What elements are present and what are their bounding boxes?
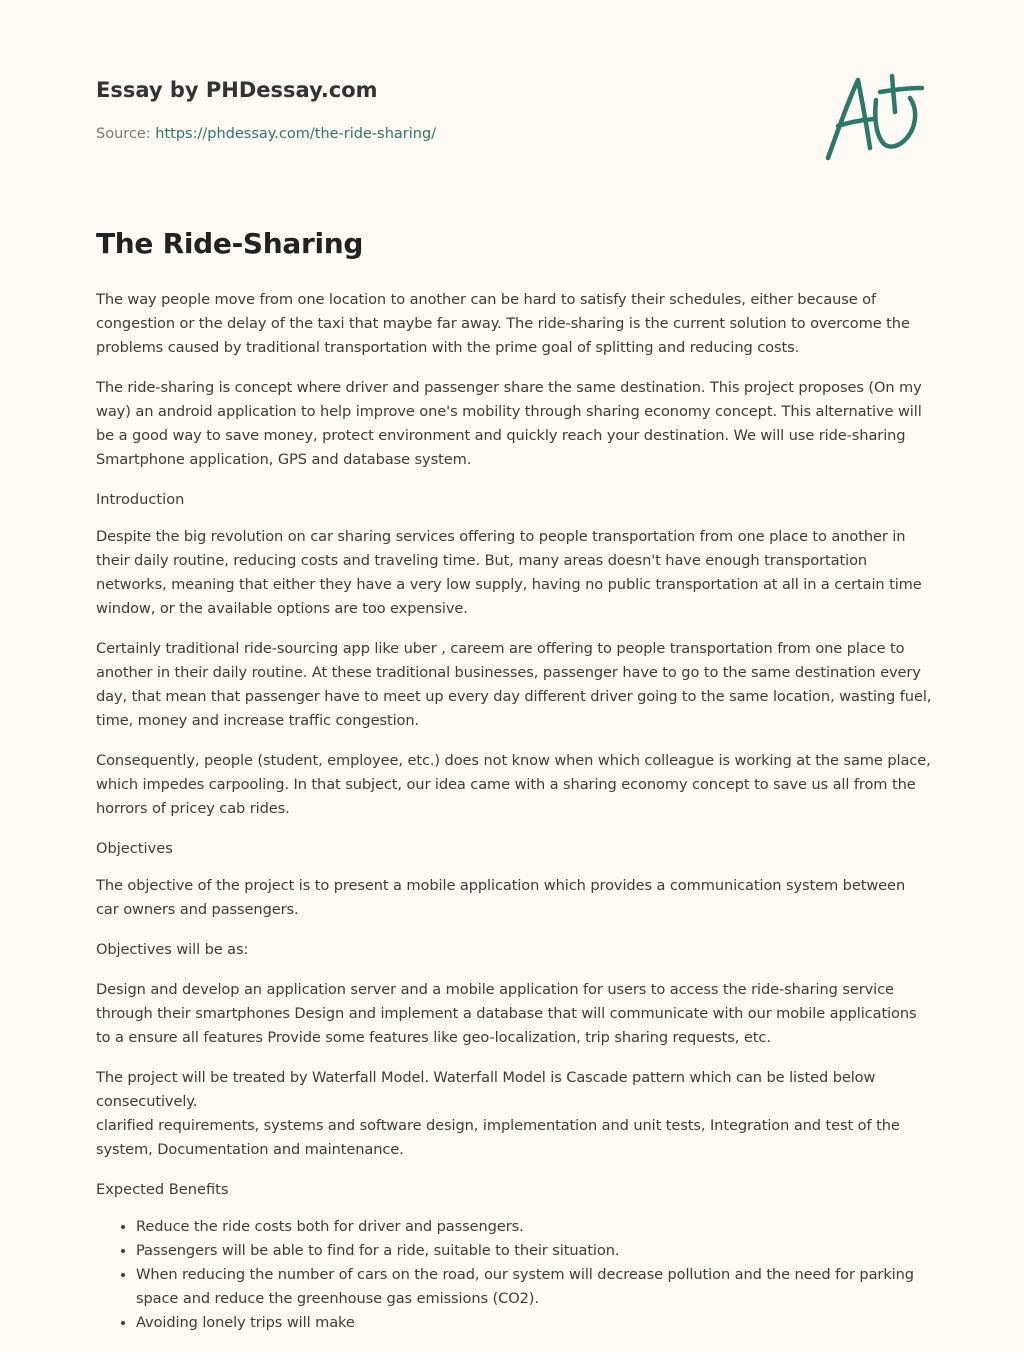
list-item: • Reduce the ride costs both for driver and passengers. [136, 1215, 932, 1239]
source-label: Source: [96, 126, 156, 142]
benefits-list [96, 1215, 932, 1335]
essay-header [96, 74, 796, 144]
paragraph-8: Design and develop an application server and a mobile application for users to access the ride-sharing service through their smartphones Design and implement a database that will communicate with our mobile applications to a ensure all features Provide some features like geo-localization, trip sharing requests, etc. [96, 981, 917, 1046]
paragraph-2: The ride-sharing is concept where driver and passenger share the same destination. This project proposes (On my way) an android application to help improve one's mobility through sharing economy concept. This alternative will be a good way to save money, protect environment and quickly reach your destination. We will use ride-sharing Smartphone application, GPS and database system. [96, 379, 922, 468]
logo-plus-horizontal [880, 88, 922, 92]
paragraph-9-line-a: The project will be treated by Waterfall Model. Waterfall Model is Cascade pattern which can be listed below consecutively. [96, 1069, 876, 1110]
a-plus-logo-svg [818, 66, 928, 166]
paragraph-9 [96, 1066, 932, 1162]
a-plus-logo-icon [818, 66, 928, 166]
list-item: • Avoiding lonely trips will make [136, 1311, 932, 1335]
essay-content [96, 222, 932, 1335]
logo-plus-vertical [892, 76, 895, 112]
paragraph-9-line-b: clarified requirements, systems and software design, implementation and unit tests, Integration and test of the system, Documentation and maintenance. [96, 1117, 900, 1158]
list-item: • When reducing the number of cars on the road, our system will decrease pollution and the need for parking space and reduce the greenhouse gas emissions (CO2). [136, 1263, 932, 1311]
essay-title: The Ride-Sharing [96, 227, 364, 260]
paragraph-1: The way people move from one location to another can be hard to satisfy their schedules, either because of congestion or the delay of the taxi that maybe far away. The ride-sharing is the current solution to overcome the problems caused by traditional transportation with the prime goal of splitting and reducing costs. [96, 291, 910, 356]
source-link[interactable]: https://phdessay.com/the-ride-sharing/ [155, 126, 437, 142]
paragraph-3: Despite the big revolution on car sharing services offering to people transportation from one place to another in their daily routine, reducing costs and traveling time. But, many areas doesn't have enough transportation networks, meaning that either they have a very low supply, having no public transportation at all in a certain time window, or the available options are too expensive. [96, 528, 922, 617]
source-line [96, 124, 796, 144]
site-title: Essay by PHDessay.com [96, 78, 378, 102]
heading-introduction: Introduction [96, 491, 185, 508]
list-item: • Passengers will be able to find for a ride, suitable to their situation. [136, 1239, 932, 1263]
paragraph-7: Objectives will be as: [96, 941, 249, 958]
paragraph-5: Consequently, people (student, employee, etc.) does not know when which colleague is working at the same place, which impedes carpooling. In that subject, our idea came with a sharing economy concept to save us all from the horrors of pricey cab rides. [96, 752, 931, 817]
heading-objectives: Objectives [96, 840, 173, 857]
paragraph-6: The objective of the project is to present a mobile application which provides a communication system between car owners and passengers. [96, 877, 906, 918]
heading-expected-benefits: Expected Benefits [96, 1181, 229, 1198]
paragraph-4: Certainly traditional ride-sourcing app like uber , careem are offering to people transportation from one place to another in their daily routine. At these traditional businesses, passenger have to go to the same destination every day, that mean that passenger have to meet up every day different driver going to the same location, wasting fuel, time, money and increase traffic congestion. [96, 640, 932, 729]
